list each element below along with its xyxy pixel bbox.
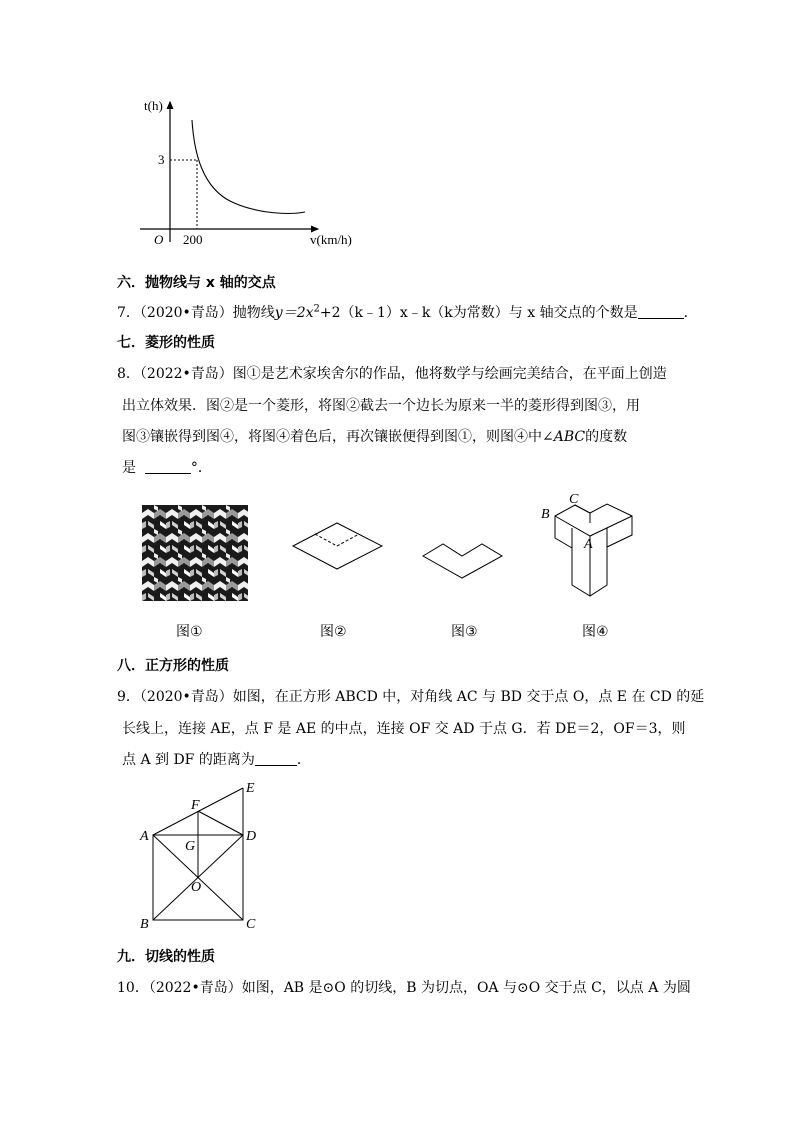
q7-answer-blank[interactable] [638,306,684,319]
q9-l3-b: ． [296,752,311,768]
question-7 [117,302,698,322]
inverse-proportion-graph [130,92,370,252]
caption-figure-2: 图② [320,624,347,640]
y-axis-label: t(h) [144,98,163,113]
x-tick-label: 200 [183,232,203,247]
question-9-line-1: 9．（2020•青岛）如图，在正方形 ABCD 中，对角线 AC 与 BD 交于点 O，点 E 在 CD 的延 [117,689,705,705]
q9-l3-a: 点 A 到 DF 的距离为 [122,752,255,768]
x-axis-label: v(km/h) [310,232,352,247]
q7-formula: y＝2x [274,305,314,321]
figure-1-tessellation [142,505,248,601]
figure-4-tessellation-tile [535,488,645,598]
q7-part-c: +2（k﹣1）x﹣k（k为常数）与 x 轴交点的个数是 [319,305,638,321]
question-9-line-2: 长线上，连接 AE，点 F 是 AE 的中点，连接 OF 交 AD 于点 G．若 DE＝2，OF＝3，则 [122,721,686,737]
figure-2-rhombus [290,520,385,572]
section-9-heading: 九．切线的性质 [117,949,215,965]
label-o: O [191,880,202,895]
q8-l4-a: 是 [122,460,136,476]
q8-l3-c: 的度数 [585,429,628,445]
question-8-line-1: 8．（2022•青岛）图①是艺术家埃舍尔的作品，他将数学与绘画完美结合，在平面上创造 [117,366,667,382]
label-c: C [246,917,256,932]
label-g: G [185,839,196,854]
fig4-label-b: B [541,507,550,522]
section-6-heading: 六．抛物线与 x 轴的交点 [117,275,276,291]
label-e: E [246,781,255,796]
q7-part-a: 7．（2020•青岛）抛物线 [117,305,275,321]
label-b: B [140,917,149,932]
square-abcd-figure [135,778,265,933]
question-10-line-1: 10．（2022•青岛）如图，AB 是⊙O 的切线，B 为切点，OA 与⊙O 交于点 C，以点 A 为圆 [117,980,691,996]
hyperbola-curve [192,120,305,213]
q8-l3-a: 图③镶嵌得到图④，将图④着色后，再次镶嵌便得到图①，则图④中∠ [122,429,554,445]
y-tick-label: 3 [158,152,165,167]
q8-angle-name: ABC [553,429,586,445]
caption-figure-4: 图④ [582,624,609,640]
section-7-heading: 七．菱形的性质 [117,335,215,351]
q8-l4-b: °． [190,460,212,476]
label-a: A [140,829,149,844]
section-8-heading: 八．正方形的性质 [117,658,229,674]
question-8-line-2: 出立体效果．图②是一个菱形，将图②截去一个边长为原来一半的菱形得到图③，用 [122,398,640,414]
q8-answer-blank[interactable] [145,461,191,474]
caption-figure-3: 图③ [451,624,478,640]
label-d: D [246,829,257,844]
figure-3-notched-rhombus [420,534,506,580]
origin-label: O [154,232,164,247]
q7-end: ． [683,305,698,321]
fig4-label-a: A [584,537,593,552]
fig4-label-c: C [569,492,579,507]
q9-answer-blank[interactable] [255,753,297,766]
caption-figure-1: 图① [176,624,203,640]
label-f: F [191,798,200,813]
question-9-line-3 [122,749,311,769]
question-8-line-3 [122,426,627,446]
question-8-line-4 [122,457,212,477]
q7-exponent: 2 [313,303,320,315]
